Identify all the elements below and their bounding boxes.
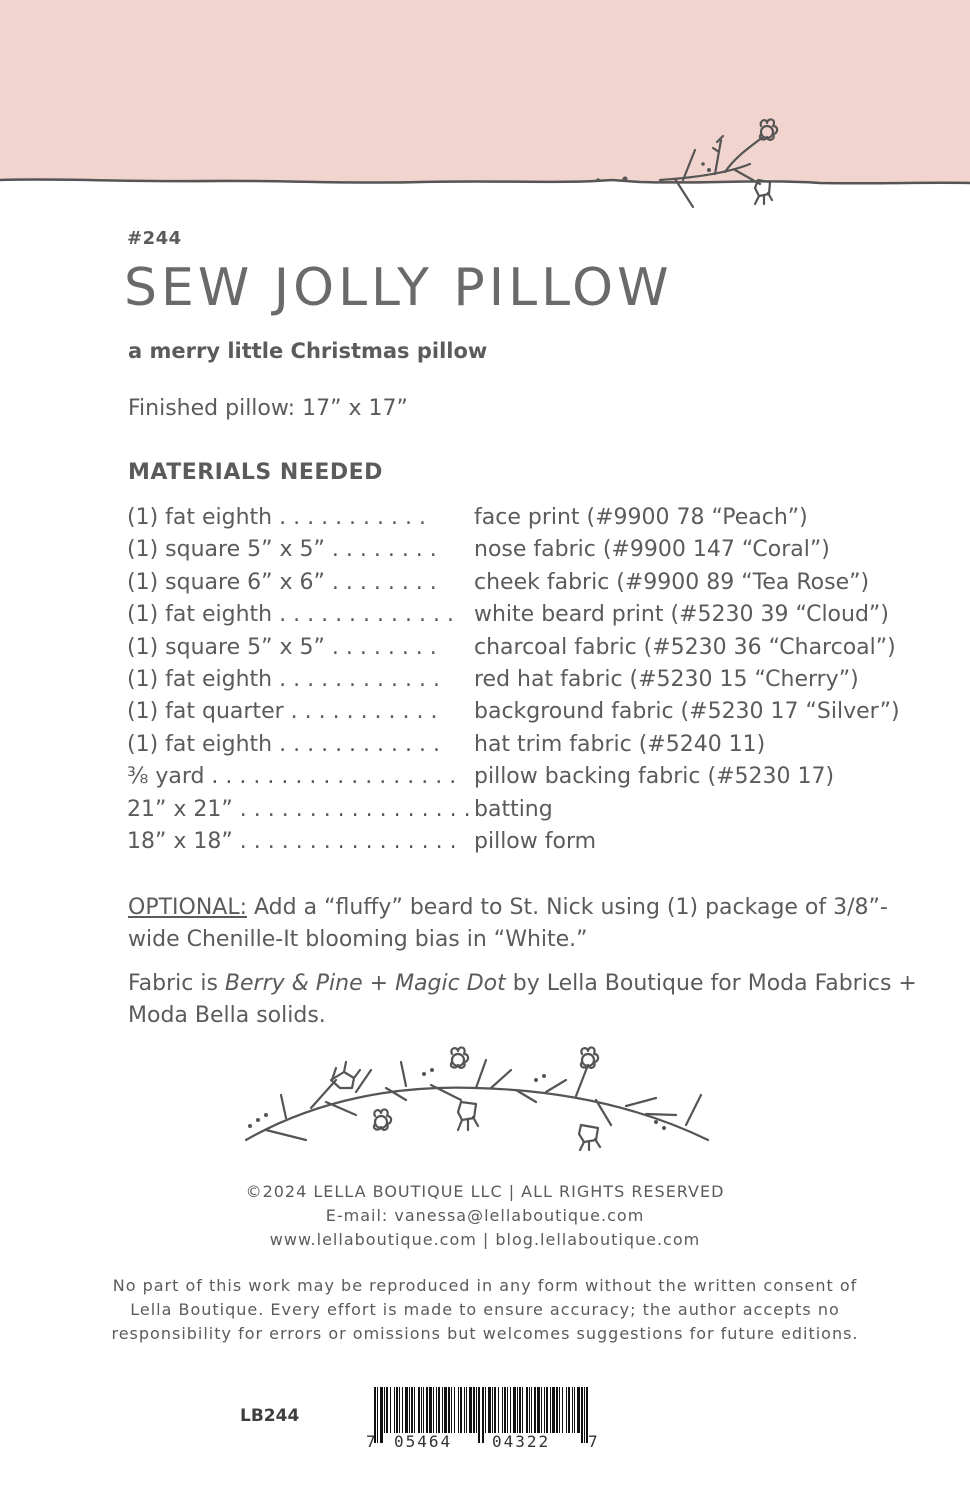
barcode-bar [414, 1387, 415, 1433]
barcode-bar [444, 1387, 447, 1433]
list-item [127, 600, 917, 632]
barcode-bar [531, 1387, 532, 1433]
optional-label: OPTIONAL: [128, 895, 248, 920]
materials-heading: MATERIALS NEEDED [128, 460, 383, 485]
material-quantity: (1) fat eighth . . . . . . . . . . . [127, 505, 426, 530]
barcode-bar [473, 1387, 475, 1433]
barcode-bar [559, 1387, 560, 1433]
list-item [127, 730, 917, 762]
footer [0, 1180, 970, 1252]
fabric-prefix: Fabric is [128, 971, 225, 996]
header-band [0, 0, 970, 215]
fabric-line-two: Magic Dot [395, 971, 506, 996]
barcode-bar [436, 1387, 437, 1433]
material-quantity: (1) square 6” x 6” . . . . . . . . [127, 569, 437, 595]
barcode-bar [504, 1387, 506, 1433]
list-item [127, 633, 917, 665]
barcode-bar [556, 1387, 558, 1433]
pattern-title: SEW JOLLY PILLOW [124, 258, 673, 318]
material-description: hat trim fabric (#5240 11) [474, 731, 766, 757]
barcode-bar [568, 1387, 570, 1433]
barcode-bar [574, 1387, 575, 1433]
barcode-bar [550, 1387, 551, 1433]
barcode-bar [513, 1387, 516, 1433]
header-band-shape [0, 0, 970, 215]
barcode-bar [394, 1387, 395, 1433]
barcode-bar [541, 1387, 542, 1433]
optional-note [128, 892, 918, 956]
barcode-bar [526, 1387, 528, 1433]
barcode-bar [572, 1387, 573, 1433]
pattern-subtitle: a merry little Christmas pillow [128, 339, 488, 363]
list-item [127, 795, 917, 827]
pattern-number: #244 [127, 228, 182, 249]
material-description: face print (#9900 78 “Peach”) [474, 505, 808, 530]
barcode-bar [488, 1387, 491, 1433]
barcode-icon [366, 1387, 598, 1467]
barcode-bar [421, 1387, 422, 1433]
barcode-bar [454, 1387, 455, 1433]
material-quantity: (1) square 5” x 5” . . . . . . . . [127, 634, 437, 660]
list-item [127, 762, 917, 794]
list-item [127, 568, 917, 600]
barcode-bar [433, 1387, 434, 1433]
barcode-bar [485, 1387, 486, 1433]
barcode-bar [409, 1387, 410, 1433]
barcode-lead-digit: 7 [366, 1432, 376, 1451]
barcode-bar [492, 1387, 493, 1433]
material-description: background fabric (#5230 17 “Silver”) [474, 699, 900, 725]
barcode-bar [390, 1387, 391, 1433]
list-item [127, 665, 917, 697]
barcode-bar [442, 1387, 443, 1433]
barcode-bar [519, 1387, 521, 1433]
barcode-bar [411, 1387, 413, 1433]
list-item [127, 697, 917, 729]
barcode-bar [517, 1387, 518, 1433]
fabric-joiner: + [362, 971, 396, 996]
barcode-bar [396, 1387, 398, 1433]
disclaimer: No part of this work may be reproduced in any form without the written consent of Lella Boutique. Every effort is made to ensure accuracy; the author accepts no responsibility for errors or omissions but welcomes suggestions for future editions. [111, 1276, 859, 1343]
contact-email: E-mail: vanessa@lellaboutique.com [325, 1206, 645, 1225]
barcode-bar [522, 1387, 523, 1433]
barcode-bar [537, 1387, 540, 1433]
barcode-bar [423, 1387, 424, 1433]
fabric-line-one: Berry & Pine [224, 971, 363, 996]
barcode-bar [464, 1387, 465, 1433]
barcode-check-digit: 7 [588, 1432, 598, 1451]
barcode-bar [469, 1387, 472, 1433]
material-quantity: 18” x 18” . . . . . . . . . . . . . . . . [127, 828, 457, 854]
optional-text: Add a “fluffy” beard to St. Nick using (1) package of 3/8”-wide Chenille-It blooming bias in “White.” [128, 895, 888, 952]
material-quantity: 21” x 21” . . . . . . . . . . . . . . . . . [127, 796, 471, 822]
barcode-bar [562, 1387, 563, 1433]
floral-vine-icon [236, 1040, 716, 1155]
finished-size: Finished pillow: 17” x 17” [128, 396, 408, 421]
material-quantity: (1) fat quarter . . . . . . . . . . . [127, 699, 438, 725]
material-description: white beard print (#5230 39 “Cloud”) [474, 602, 889, 628]
fabric-suffix: by Lella Boutique for Moda Fabrics + Moda Bella solids. [128, 971, 917, 1028]
barcode-bar [476, 1387, 477, 1433]
barcode-bar [502, 1387, 503, 1433]
website-links: www.lellaboutique.com | blog.lellaboutique.com [269, 1230, 701, 1249]
barcode-bar [534, 1387, 536, 1433]
material-quantity: (1) fat eighth . . . . . . . . . . . . [127, 666, 440, 692]
barcode-bar [426, 1387, 428, 1433]
sku-code: LB244 [240, 1406, 300, 1426]
barcode-bar [566, 1387, 567, 1433]
barcode-left-digits: 05464 [394, 1432, 453, 1451]
barcode-bar [438, 1387, 440, 1433]
barcode-bar [386, 1387, 388, 1433]
barcode-bar [399, 1387, 400, 1433]
barcode-bar [466, 1387, 467, 1433]
barcode-bar [529, 1387, 530, 1433]
material-quantity: (1) square 5” x 5” . . . . . . . . [127, 537, 437, 563]
barcode-bar [384, 1387, 385, 1433]
materials-list [127, 503, 917, 859]
list-item [127, 827, 917, 859]
barcode-digits [366, 1432, 598, 1452]
fabric-note [128, 968, 918, 1032]
material-description: pillow form [474, 828, 597, 854]
barcode-bar [448, 1387, 450, 1433]
barcode-bar [544, 1387, 545, 1433]
material-description: pillow backing fabric (#5230 17) [474, 764, 835, 790]
barcode-bar [494, 1387, 496, 1433]
barcode-bar [402, 1387, 403, 1433]
copyright: ©2024 LELLA BOUTIQUE LLC | ALL RIGHTS RESERVED [245, 1182, 725, 1201]
barcode-bar [418, 1387, 420, 1433]
material-quantity: ⅜ yard . . . . . . . . . . . . . . . . . . [127, 764, 457, 790]
barcode-bar [405, 1387, 408, 1433]
list-item [127, 535, 917, 567]
barcode-bar [546, 1387, 548, 1433]
barcode-right-digits: 04322 [492, 1432, 551, 1451]
barcode-bar [510, 1387, 511, 1433]
barcode-bar [458, 1387, 459, 1433]
material-description: red hat fabric (#5230 15 “Cherry”) [474, 666, 859, 692]
material-description: cheek fabric (#9900 89 “Tea Rose”) [474, 569, 870, 595]
material-quantity: (1) fat eighth . . . . . . . . . . . . . [127, 602, 454, 628]
list-item [127, 503, 917, 535]
barcode-bar [577, 1387, 580, 1433]
material-description: batting [474, 796, 553, 822]
barcode-bar [498, 1387, 499, 1433]
material-description: nose fabric (#9900 147 “Coral”) [474, 537, 830, 563]
barcode-bar [507, 1387, 508, 1433]
flower-sprig-icon [655, 112, 790, 212]
material-description: charcoal fabric (#5230 36 “Charcoal”) [474, 634, 896, 660]
barcode-bar [429, 1387, 432, 1433]
material-quantity: (1) fat eighth . . . . . . . . . . . . [127, 731, 440, 757]
barcode-bar [451, 1387, 452, 1433]
barcode-bar [460, 1387, 462, 1433]
barcode-bar [552, 1387, 555, 1433]
